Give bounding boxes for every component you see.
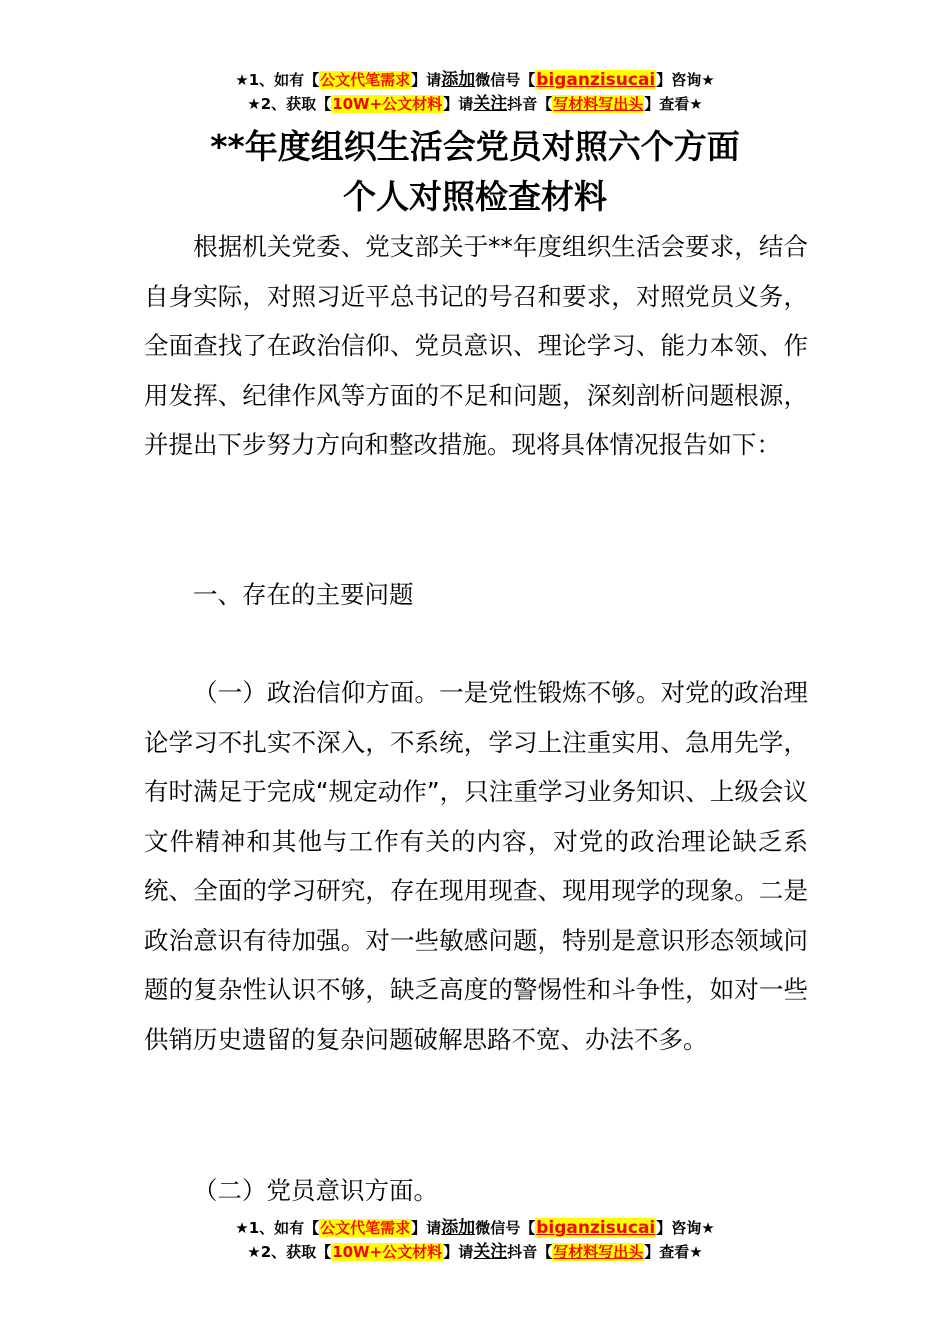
banner-line-1	[0, 1216, 950, 1240]
banner-wechat-id: biganzisucai	[536, 1218, 656, 1238]
title-line-2: 个人对照检查材料	[343, 177, 607, 216]
banner-highlight: 公文代笔需求	[320, 1219, 411, 1237]
paragraph-text: （一）政治信仰方面。一是党性锻炼不够。对党的政治理论学习不扎实不深入，不系统，学习上注重实用、急用先学，有时满足于完成“规定动作”，只注重学习业务知识、上级会议文件精神和其他与工作有关的内容，对党的政治理论缺乏系统、全面的学习研究，存在现用现查、现用现学的现象。二是政治意识有待加强。对一些敏感问题，特别是意识形态领域问题的复杂性认识不够，缺乏高度的警惕性和斗争性，如对一些供销历史遗留的复杂问题破解思路不宽、办法不多。	[144, 678, 808, 1054]
banner-wechat-id: biganzisucai	[536, 70, 656, 90]
section-heading	[144, 570, 808, 620]
title-line-1: **年度组织生活会党员对照六个方面	[210, 127, 740, 166]
banner-highlight: 公文代笔需求	[320, 71, 411, 89]
banner-text: 】请	[411, 1219, 442, 1237]
section-heading-text: 一、存在的主要问题	[193, 580, 414, 609]
banner-douyin-id: 写材料写出头	[553, 95, 644, 113]
banner-text: 抖音【	[507, 1243, 553, 1261]
banner-highlight: 10W+公文材料	[332, 95, 443, 113]
banner-text: 】查看★	[644, 1243, 703, 1261]
banner-text: 】咨询★	[656, 71, 715, 89]
intro-paragraph	[144, 222, 808, 470]
banner-text: 】请	[443, 95, 474, 113]
banner-emphasis: 关注	[473, 94, 508, 114]
banner-line-2	[0, 1240, 950, 1264]
banner-text: ★2、获取【	[247, 95, 332, 113]
intro-text: 根据机关党委、党支部关于**年度组织生活会要求，结合自身实际，对照习近平总书记的号召和要求，对照党员义务，全面查找了在政治信仰、党员意识、理论学习、能力本领、作用发挥、纪律作风等方面的不足和问题，深刻剖析问题根源，并提出下步努力方向和整改措施。现将具体情况报告如下：	[144, 232, 808, 459]
banner-text: 】请	[443, 1243, 474, 1261]
paragraph-political-belief	[144, 668, 808, 1064]
footer-banner	[0, 1216, 950, 1264]
banner-line-1	[0, 68, 950, 92]
subheading-text: （二）党员意识方面。	[193, 1176, 438, 1205]
paragraph-party-awareness	[144, 1166, 808, 1216]
banner-line-2	[0, 92, 950, 116]
banner-text: 】查看★	[644, 95, 703, 113]
banner-text: 抖音【	[507, 95, 553, 113]
banner-text: 微信号【	[475, 1219, 536, 1237]
banner-text: ★1、如有【	[235, 71, 320, 89]
banner-text: ★2、获取【	[247, 1243, 332, 1261]
banner-emphasis: 添加	[441, 1218, 476, 1238]
banner-text: ★1、如有【	[235, 1219, 320, 1237]
banner-text: 微信号【	[475, 71, 536, 89]
header-banner	[0, 68, 950, 116]
banner-highlight: 10W+公文材料	[332, 1243, 443, 1261]
banner-text: 】请	[411, 71, 442, 89]
banner-douyin-id: 写材料写出头	[553, 1243, 644, 1261]
banner-emphasis: 关注	[473, 1242, 508, 1262]
banner-text: 】咨询★	[656, 1219, 715, 1237]
document-title	[0, 122, 950, 222]
banner-emphasis: 添加	[441, 70, 476, 90]
